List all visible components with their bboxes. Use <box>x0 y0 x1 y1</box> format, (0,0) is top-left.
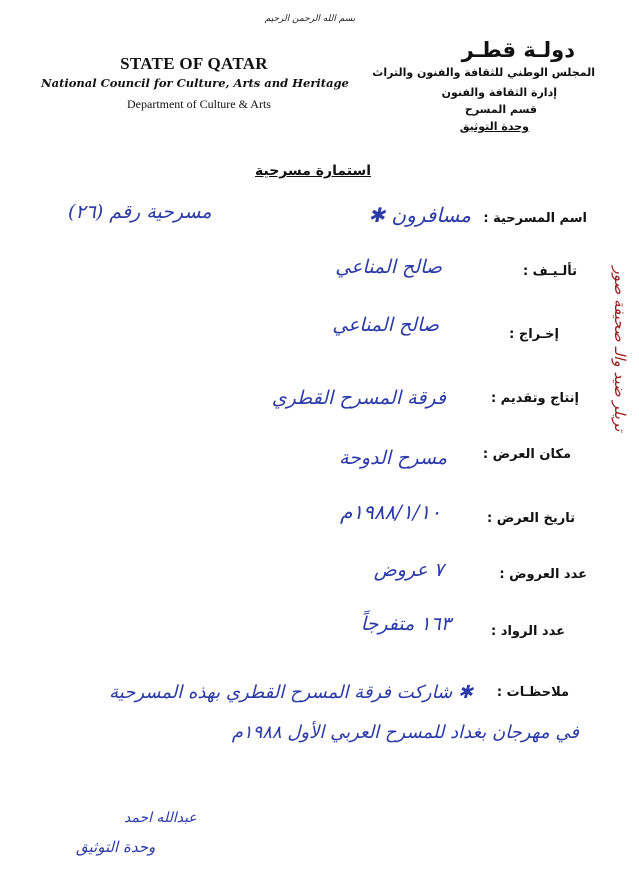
arabic-council-name: المجلس الوطني للثقافة والفنون والتراث <box>372 66 595 79</box>
english-state-title: STATE OF QATAR <box>120 54 268 73</box>
arabic-section: قسم المسرح <box>464 103 537 116</box>
arabic-administration: إدارة الثقافة والفنون <box>441 86 557 99</box>
side-note-text: تريلر ضيد والـ صحيفة صور <box>611 266 629 432</box>
play-name-value: مسافرون ✱ <box>368 203 471 227</box>
arabic-unit: وحدة التوثيق <box>459 120 529 133</box>
date-label: تاريخ العرض : <box>487 511 575 526</box>
author-value: صالح المناعي <box>335 256 442 278</box>
director-label: إخـراج : <box>509 327 559 342</box>
venue-label: مكان العرض : <box>482 447 571 462</box>
signature-name: عبدالله احمد <box>124 810 197 826</box>
date-value: ١٩٨٨/١/١٠م <box>339 500 441 524</box>
notes-label: ملاحظـات : <box>496 685 569 700</box>
director-value: صالح المناعي <box>332 314 439 336</box>
form-title: استمارة مسرحية <box>255 163 372 179</box>
english-council-name: National Council for Culture, Arts and Heritage <box>41 76 349 90</box>
notes-line-2: في مهرجان بغداد للمسرح العربي الأول ١٩٨٨م <box>231 722 579 743</box>
arabic-state-title: دولـة قطـر <box>461 38 575 62</box>
attendance-label: عدد الرواد : <box>491 624 565 639</box>
play-number-value: مسرحية رقم (٢٦) <box>68 201 212 223</box>
production-value: فرقة المسرح القطري <box>271 387 446 409</box>
english-department: Department of Culture & Arts <box>127 97 271 111</box>
shows-count-value: ٧ عروض <box>373 559 444 581</box>
production-label: إنتاج وتقديم : <box>490 391 579 406</box>
play-name-label: اسم المسرحية : <box>483 211 587 226</box>
notes-line-1: ✱ شاركت فرقة المسرح القطري بهذه المسرحية <box>109 682 473 703</box>
venue-value: مسرح الدوحة <box>338 447 447 469</box>
side-note <box>590 214 639 484</box>
shows-count-label: عدد العروض : <box>499 567 587 582</box>
attendance-value: ١٦٣ متفرجاً <box>360 613 451 635</box>
signature-unit: وحدة التوثيق <box>76 838 156 856</box>
author-label: تألـيـف : <box>522 264 577 279</box>
basmala: بسم الله الرحمن الرحيم <box>264 14 356 24</box>
